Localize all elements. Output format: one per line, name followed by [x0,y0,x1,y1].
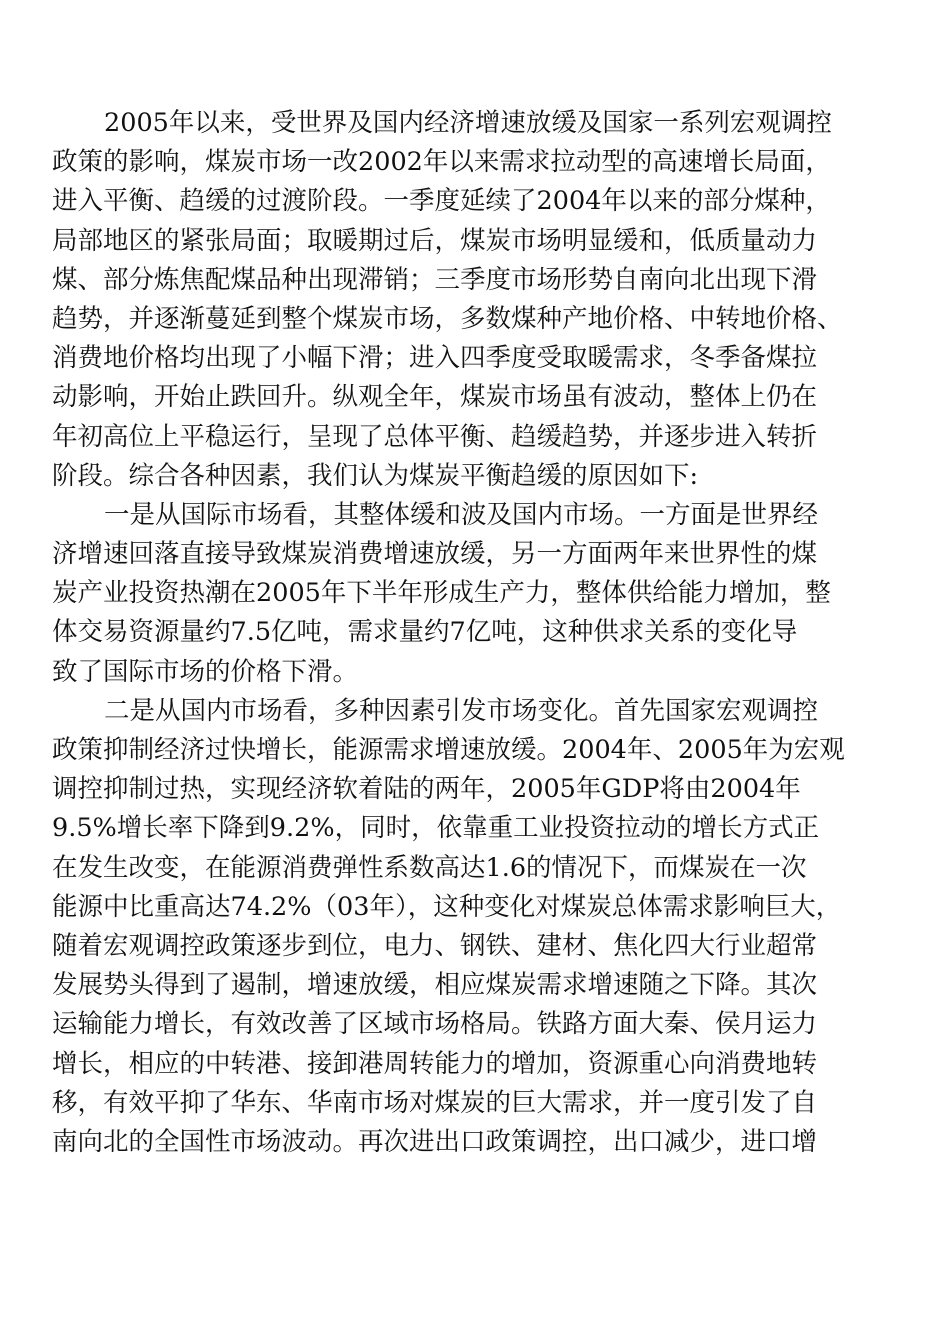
text-line: 发展势头得到了遏制，增速放缓，相应煤炭需求增速随之下降。其次 [52,970,818,1001]
text-line: 阶段。综合各种因素，我们认为煤炭平衡趋缓的原因如下: [52,460,699,491]
text-line: 体交易资源量约7.5亿吨，需求量约7亿吨，这种供求关系的变化导 [52,617,798,648]
text-line: 南向北的全国性市场波动。再次进出口政策调控，出口减少，进口增 [52,1126,818,1157]
text-line: 9.5%增长率下降到9.2%，同时，依靠重工业投资拉动的增长方式正 [52,813,820,844]
text-line: 年初高位上平稳运行，呈现了总体平衡、趋缓趋势，并逐步进入转折 [52,421,818,452]
paragraph-first-line: 一是从国际市场看，其整体缓和波及国内市场。一方面是世界经 [104,499,819,530]
text-line: 调控抑制过热，实现经济软着陆的两年，2005年GDP将由2004年 [52,774,801,805]
text-line: 动影响，开始止跌回升。纵观全年，煤炭市场虽有波动，整体上仍在 [52,382,818,413]
text-line: 随着宏观调控政策逐步到位，电力、钢铁、建材、焦化四大行业超常 [52,930,818,961]
text-line: 进入平衡、趋缓的过渡阶段。一季度延续了2004年以来的部分煤种， [52,186,831,217]
text-line: 消费地价格均出现了小幅下滑；进入四季度受取暖需求，冬季备煤拉 [52,343,818,374]
document-body [52,104,902,1162]
text-line: 煤、部分炼焦配煤品种出现滞销；三季度市场形势自南向北出现下滑 [52,264,818,295]
text-line: 局部地区的紧张局面；取暖期过后，煤炭市场明显缓和，低质量动力 [52,225,818,256]
text-line: 炭产业投资热潮在2005年下半年形成生产力，整体供给能力增加，整 [52,578,831,609]
text-line: 移，有效平抑了华东、华南市场对煤炭的巨大需求，并一度引发了自 [52,1087,818,1118]
text-line: 增长，相应的中转港、接卸港周转能力的增加，资源重心向消费地转 [52,1048,818,1079]
text-line: 趋势，并逐渐蔓延到整个煤炭市场，多数煤种产地价格、中转地价格、 [52,303,843,334]
paragraph-first-line: 二是从国内市场看，多种因素引发市场变化。首先国家宏观调控 [104,695,819,726]
paragraph-first-line: 2005年以来，受世界及国内经济增速放缓及国家一系列宏观调控 [104,108,832,138]
text-line: 政策的影响，煤炭市场一改2002年以来需求拉动型的高速增长局面， [52,147,831,178]
text-line: 运输能力增长，有效改善了区域市场格局。铁路方面大秦、侯月运力 [52,1009,818,1040]
text-line: 致了国际市场的价格下滑。 [52,656,359,687]
text-line: 在发生改变，在能源消费弹性系数高达1.6的情况下，而煤炭在一次 [52,852,807,883]
text-line: 政策抑制经济过快增长，能源需求增速放缓。2004年、2005年为宏观 [52,735,845,765]
text-line: 能源中比重高达74.2%（03年），这种变化对煤炭总体需求影响巨大， [52,891,842,922]
text-line: 济增速回落直接导致煤炭消费增速放缓，另一方面两年来世界性的煤 [52,539,818,570]
